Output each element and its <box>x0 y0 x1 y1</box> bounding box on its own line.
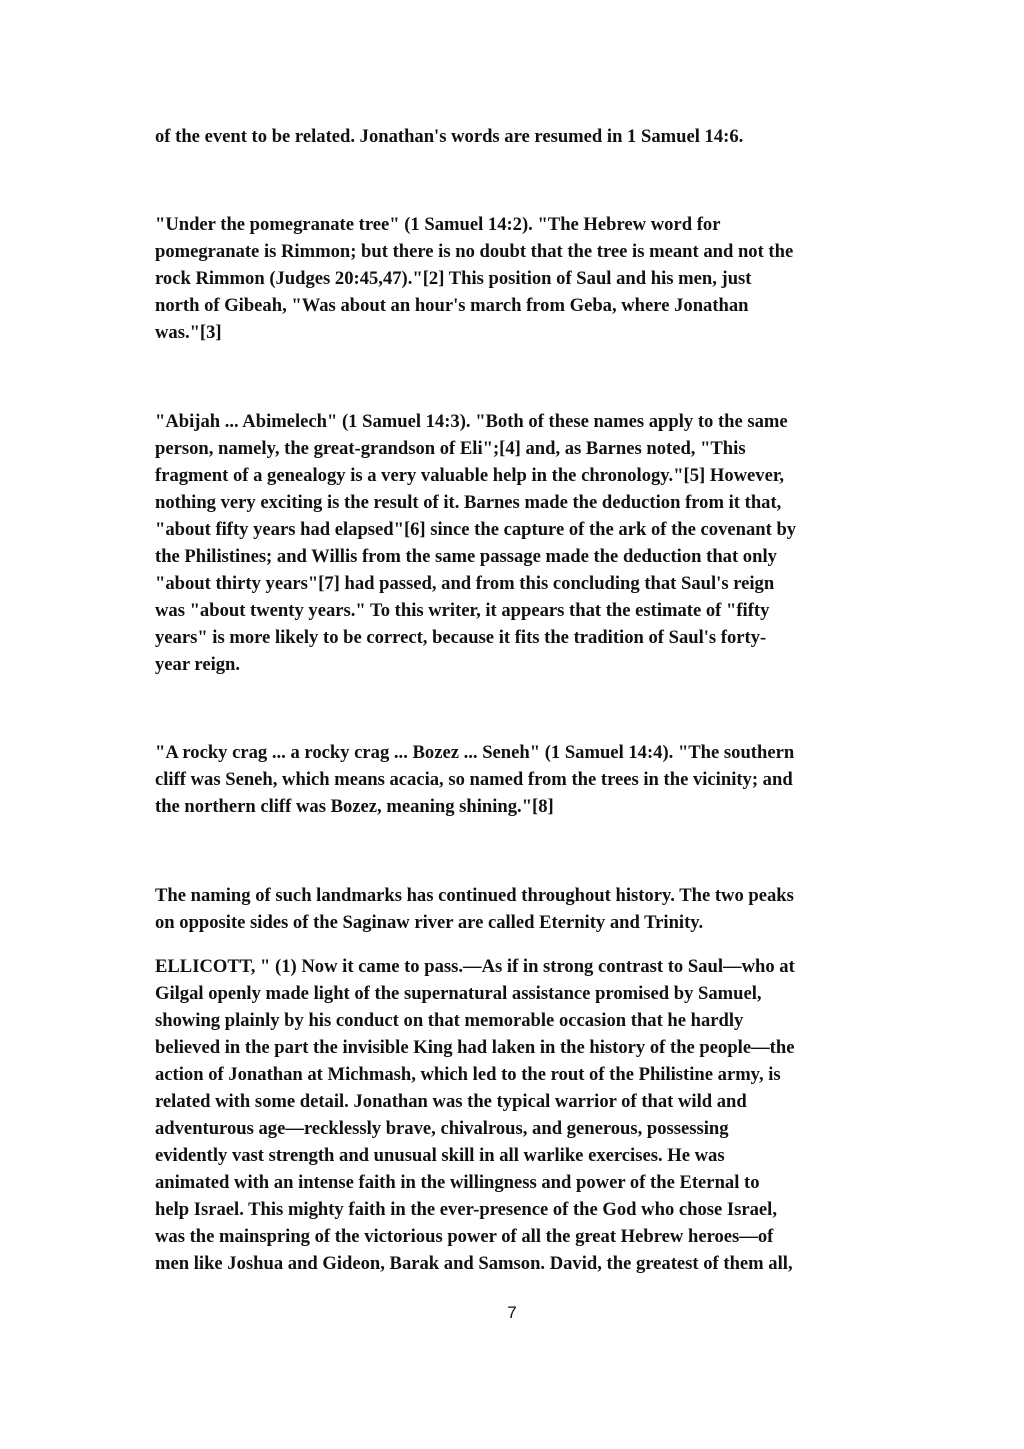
paragraph-naming-landmarks <box>155 882 885 936</box>
text-line: action of Jonathan at Michmash, which led to the rout of the Philistine army, is <box>155 1064 781 1085</box>
text-line: ELLICOTT, " (1) Now it came to pass.—As if in strong contrast to Saul—who at <box>155 956 795 977</box>
text-line: years" is more likely to be correct, because it fits the tradition of Saul's forty- <box>155 627 767 648</box>
text-line: rock Rimmon (Judges 20:45,47)."[2] This position of Saul and his men, just <box>155 268 752 289</box>
text-line: adventurous age—recklessly brave, chivalrous, and generous, possessing <box>155 1118 729 1139</box>
text-line: person, namely, the great-grandson of Eli";[4] and, as Barnes noted, "This <box>155 438 746 459</box>
document-page <box>155 0 885 1449</box>
text-line: fragment of a genealogy is a very valuable help in the chronology."[5] However, <box>155 465 785 486</box>
text-line: The naming of such landmarks has continued throughout history. The two peaks <box>155 885 794 906</box>
text-line: of the event to be related. Jonathan's words are resumed in 1 Samuel 14:6. <box>155 126 744 147</box>
text-line: Gilgal openly made light of the supernatural assistance promised by Samuel, <box>155 983 762 1004</box>
paragraph-pomegranate-tree <box>155 211 885 346</box>
text-line: showing plainly by his conduct on that memorable occasion that he hardly <box>155 1010 744 1031</box>
text-line: cliff was Seneh, which means acacia, so named from the trees in the vicinity; and <box>155 769 793 790</box>
text-line: help Israel. This mighty faith in the ever-presence of the God who chose Israel, <box>155 1199 778 1220</box>
text-line: "about thirty years"[7] had passed, and from this concluding that Saul's reign <box>155 573 775 594</box>
paragraph-ellicott-commentary <box>155 953 885 1277</box>
text-line: pomegranate is Rimmon; but there is no doubt that the tree is meant and not the <box>155 241 794 262</box>
paragraph-abijah-abimelech <box>155 408 885 678</box>
text-line: was the mainspring of the victorious power of all the great Hebrew heroes—of <box>155 1226 774 1247</box>
paragraph-rocky-crag <box>155 739 885 820</box>
text-line: "about fifty years had elapsed"[6] since the capture of the ark of the covenant by <box>155 519 797 540</box>
text-line: "A rocky crag ... a rocky crag ... Bozez ... Seneh" (1 Samuel 14:4). "The southern <box>155 742 795 763</box>
text-line: on opposite sides of the Saginaw river are called Eternity and Trinity. <box>155 912 704 933</box>
text-line: year reign. <box>155 654 241 675</box>
text-line: "Abijah ... Abimelech" (1 Samuel 14:3). "Both of these names apply to the same <box>155 411 788 432</box>
text-line: the northern cliff was Bozez, meaning shining."[8] <box>155 796 554 817</box>
text-line: north of Gibeah, "Was about an hour's march from Geba, where Jonathan <box>155 295 749 316</box>
text-line: animated with an intense faith in the willingness and power of the Eternal to <box>155 1172 760 1193</box>
text-line: "Under the pomegranate tree" (1 Samuel 14:2). "The Hebrew word for <box>155 214 721 235</box>
text-line: evidently vast strength and unusual skill in all warlike exercises. He was <box>155 1145 725 1166</box>
text-line: the Philistines; and Willis from the same passage made the deduction that only <box>155 546 777 567</box>
page-number: 7 <box>507 1303 517 1322</box>
paragraph-event-continuation <box>155 123 885 150</box>
text-line: believed in the part the invisible King had laken in the history of the people—the <box>155 1037 795 1058</box>
text-line: was "about twenty years." To this writer, it appears that the estimate of "fifty <box>155 600 770 621</box>
text-line: nothing very exciting is the result of it. Barnes made the deduction from it that, <box>155 492 782 513</box>
text-line: men like Joshua and Gideon, Barak and Samson. David, the greatest of them all, <box>155 1253 793 1274</box>
text-line: was."[3] <box>155 322 222 343</box>
text-line: related with some detail. Jonathan was the typical warrior of that wild and <box>155 1091 747 1112</box>
